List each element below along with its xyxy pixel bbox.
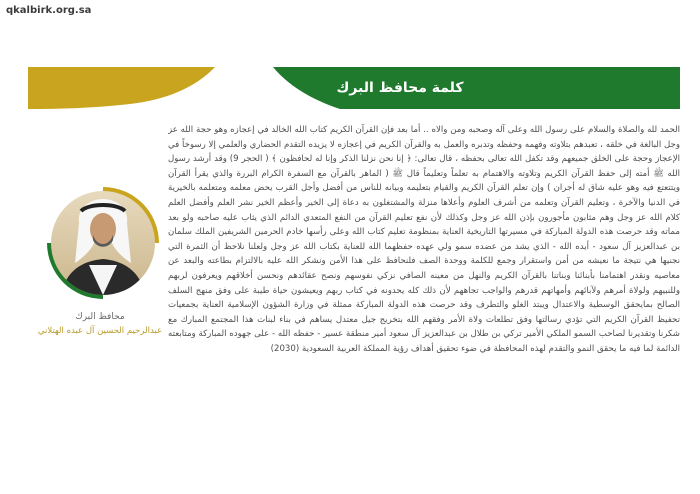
page-title: كلمة محافظ البرك (336, 80, 464, 96)
article-body (168, 123, 680, 413)
portrait-name: عبدالرحيم الحسين آل عبده الهتلاني (37, 326, 163, 336)
site-tag: qkalbirk.org.sa (6, 5, 92, 16)
header-decoration (0, 0, 700, 120)
portrait-photo (45, 185, 161, 301)
gold-shape (28, 67, 215, 109)
article-paragraph: الحمد لله والصلاة والسلام على رسول الله وعلى آله وصحبه ومن والاه .. أما بعد فإن القرآن الكريم كتاب الله الخالد في إعجازه وهو حجة الله عز وجل البالغة في خلقه ، تعبدهم بتلاوته وفهمه وحفظه وتدبره والعمل به والقرآن الكريم في إعجازه لا يزيده التقدم الحضاري والعلمي إلا رسوخاً في الإعجاز وحجة على الخلق جميعهم وقد تكفل الله تعالى بحفظه ، قال تعالى: ﴿ إنا نحن نزلنا الذكر وإنا له لحافظون ﴾ ( الحجر 9) وقد أرشد رسول الله ﷺ أمته إلى حفظ القرآن الكريم وتلاوته والاهتمام به تعلماً وتعليماً قال ﷺ ( الماهر بالقرآن مع السفرة الكرام البررة والذي يقرأ القرآن ويتتعتع فيه وهو عليه شاق له أجران ) وإن تعلم القرآن الكريم والقيام بتعليمه وبيانه للناس من أفضل وأجل القرب يحض معلمه ومتعلمه بالخيرية في الدنيا والآخرة ، وتعليم القرآن وتعلمه من أشرف العلوم وأعلاها منزلة والمشتغلون به دعاة إلى الخير وأعظم الخير نشر العلم وأفضل العلم كلام الله عز وجل وهم مثابون مأجورون بإذن الله عز وجل وكذلك لأن نفع تعليم القرآن من النفع المتعدي الدائم الذي يثاب عليه صاحبه ولو بعد مماته وقد حرصت هذه الدولة المباركة في مسيرتها التاريخية العناية بمنظومة تعليم كتاب الله وعلى رأسها خادم الحرمين الشريفين الملك سلمان بن عبدالعزيز آل سعود - أيده الله - الذي يشد من عضده سمو ولي عهده حفظهما الله للعناية بكتاب الله عز وجل ولعلنا نلاحظ أن الثمرة التي نجنيها هي نتيجة ما نعيشه من أمن واستقرار وجمع للكلمة ووحدة الصف فلنحافظ على هذا الأمن ونشكر الله عليه بالالتزام بطاعته والبعد عن معاصيه ونقدر اهتمامنا بأبنائنا وبناتنا بالقرآن الكريم والنهل من معينه الصافي نزكي نفوسهم ونصح عقائدهم ونحسن أخلاقهم ويعرفون لربهم وللنبيهم ولولاة أمرهم ولآبائهم وأمهاتهم قدرهم والواجب تجاههم لأن ذلك كله يحدونه في كتاب ربهم ويعيشون حياة طيبة على وفق منهج السلف الصالح بمايحقق الوسطية والاعتدال ويبتد الغلو والتطرف وقد حرصت هذه الدولة المباركة ممثلة في وزارة الشؤون الإسلامية العناية بجمعيات تحفيظ القرآن الكريم التي تؤدي رسالتها وفق تطلعات ولاة الأمر وفقهم الله بتخريج جيل معتدل يساهم في بناء لبنات هذا المجتمع المبارك مع شكرنا وتقديرنا لصاحب السمو الملكي الأمير تركي بن طلال بن عبدالعزيز آل سعود أمير منطقة عسير - حفظه الله - على جهوده المباركة ومتابعته الدائمة لما فيه ما يحقق النمو والتقدم لهذه المحافظة في ضوء تحقيق أهداف رؤية المملكة العربية السعودية (2030) (168, 125, 680, 354)
portrait-title: محافظ البرك (75, 312, 125, 322)
